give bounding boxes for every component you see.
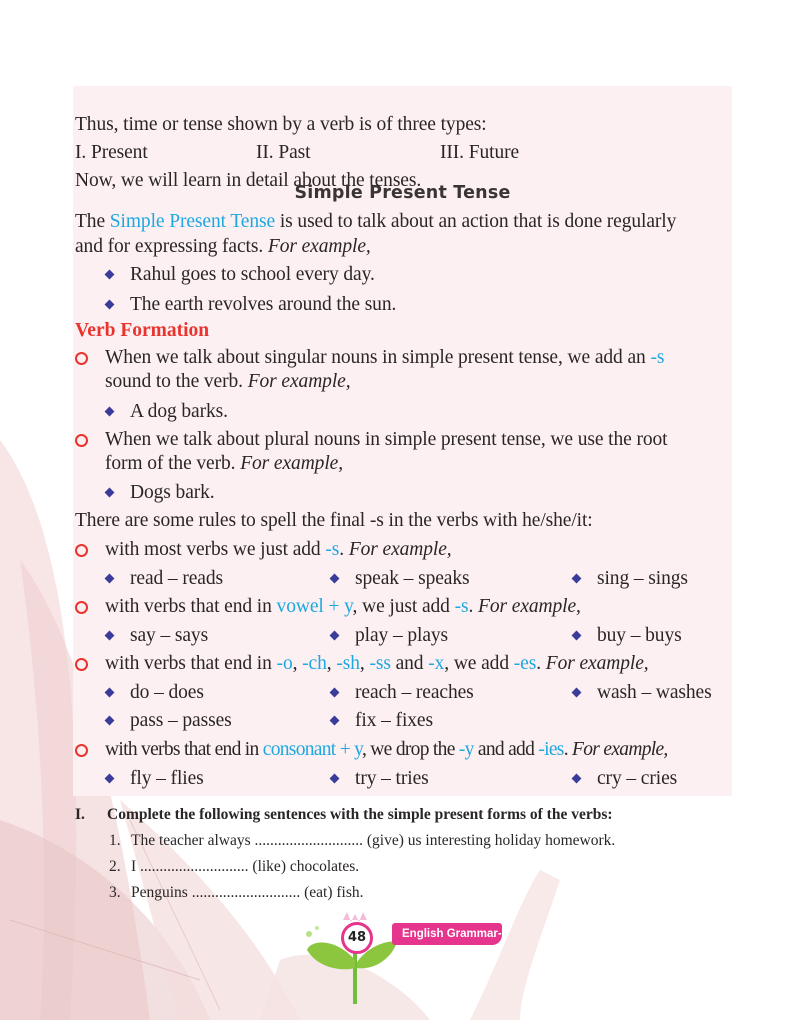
for-example-label: For example, — [267, 236, 371, 257]
instruction-text: Complete the following sentences with the simple present forms of the verbs: — [107, 806, 613, 823]
text: and — [390, 653, 429, 674]
for-example-label: For example, — [348, 539, 452, 560]
diamond-bullet-icon — [105, 270, 115, 280]
text: with verbs that end in — [105, 653, 277, 674]
example-item: try – tries — [355, 768, 429, 789]
tense-type-past: II. Past — [256, 142, 311, 163]
example-item: A dog barks. — [130, 401, 228, 422]
text: , we add — [444, 653, 514, 674]
example-item: sing – sings — [597, 568, 688, 589]
section-heading: Simple Present Tense — [294, 183, 511, 203]
page-number: 48 — [341, 922, 373, 954]
exercise-item-1 — [109, 832, 615, 850]
example-item: wash – washes — [597, 682, 712, 703]
diamond-bullet-icon — [330, 716, 340, 726]
spelling-rule-2 — [105, 595, 581, 619]
example-item: Rahul goes to school every day. — [130, 264, 375, 285]
for-example-label: For example, — [572, 739, 668, 760]
spelling-rule-3 — [105, 652, 649, 676]
definition-line-1 — [75, 210, 676, 234]
text: with verbs that end in — [105, 739, 263, 760]
diamond-bullet-icon — [572, 688, 582, 698]
text: , we just add — [352, 596, 455, 617]
circle-bullet-icon — [75, 658, 88, 671]
example-item: do – does — [130, 682, 204, 703]
diamond-bullet-icon — [105, 774, 115, 784]
highlighted-suffix: -es — [513, 653, 537, 674]
example-item: Dogs bark. — [130, 482, 215, 503]
text: , — [359, 653, 370, 674]
example-item: play – plays — [355, 625, 449, 646]
for-example-label: For example, — [478, 596, 581, 617]
example-item: read – reads — [130, 568, 223, 589]
tense-type-future: III. Future — [440, 142, 520, 163]
spelling-rules-intro: There are some rules to spell the final -s in the verbs with he/she/it: — [75, 510, 593, 531]
diamond-bullet-icon — [572, 631, 582, 641]
exercise-number: I. — [75, 806, 85, 823]
diamond-bullet-icon — [330, 774, 340, 784]
diamond-bullet-icon — [105, 488, 115, 498]
diamond-bullet-icon — [572, 574, 582, 584]
item-number: 2. — [109, 858, 121, 875]
text: , — [326, 653, 337, 674]
rule-2-line-1: When we talk about plural nouns in simple present tense, we use the root — [105, 429, 668, 450]
diamond-bullet-icon — [105, 300, 115, 310]
text: and add — [473, 739, 539, 760]
text: sound to the verb. — [105, 371, 248, 392]
example-item: The earth revolves around the sun. — [130, 294, 397, 315]
diamond-bullet-icon — [572, 774, 582, 784]
text: . — [468, 596, 479, 617]
highlighted-suffix: -s — [650, 347, 665, 368]
circle-bullet-icon — [75, 352, 88, 365]
text: . — [339, 539, 349, 560]
highlighted-suffix: -s — [325, 539, 340, 560]
highlighted-suffix: -ch — [302, 653, 327, 674]
circle-bullet-icon — [75, 601, 88, 614]
verb-formation-heading: Verb Formation — [75, 320, 210, 341]
item-number: 1. — [109, 832, 121, 849]
text: and for expressing facts. — [75, 236, 268, 257]
diamond-bullet-icon — [105, 407, 115, 417]
rule-2-line-2 — [105, 452, 343, 476]
diamond-bullet-icon — [105, 716, 115, 726]
example-item: fix – fixes — [355, 710, 433, 731]
diamond-bullet-icon — [105, 688, 115, 698]
intro-followup: Now, we will learn in detail about the tenses. — [75, 170, 422, 191]
item-text: I ............................ (like) chocolates. — [131, 858, 360, 875]
tense-type-present: I. Present — [75, 142, 148, 163]
diamond-bullet-icon — [330, 574, 340, 584]
text: The — [75, 211, 110, 232]
highlighted-suffix: vowel + y — [276, 596, 353, 617]
highlighted-suffix: -ies — [538, 739, 564, 760]
definition-line-2 — [75, 235, 371, 259]
text: , we drop the — [361, 739, 459, 760]
for-example-label: For example, — [247, 371, 351, 392]
highlighted-suffix: -y — [458, 739, 474, 760]
text: with most verbs we just add — [105, 539, 326, 560]
book-title-badge: English Grammar-3 — [392, 923, 502, 945]
diamond-bullet-icon — [330, 631, 340, 641]
highlighted-suffix: -s — [454, 596, 469, 617]
item-text: The teacher always ............................ (give) us interesting holiday homework. — [131, 832, 616, 849]
rule-1-line-1 — [105, 346, 664, 370]
for-example-label: For example, — [240, 453, 343, 474]
text: , — [292, 653, 303, 674]
example-item: cry – cries — [597, 768, 678, 789]
diamond-bullet-icon — [105, 631, 115, 641]
example-item: pass – passes — [130, 710, 232, 731]
exercise-item-2 — [109, 858, 359, 876]
rule-1-line-2 — [105, 370, 350, 394]
circle-bullet-icon — [75, 744, 88, 757]
highlighted-suffix: -x — [428, 653, 445, 674]
spelling-rule-4 — [105, 738, 668, 762]
highlighted-suffix: -sh — [336, 653, 360, 674]
text: is used to talk about an action that is done regularly — [275, 211, 677, 232]
diamond-bullet-icon — [105, 574, 115, 584]
exercise-instruction — [75, 806, 613, 824]
text: . — [563, 739, 573, 760]
highlighted-term: Simple Present Tense — [109, 211, 276, 232]
spelling-rule-1 — [105, 538, 452, 562]
example-item: say – says — [130, 625, 209, 646]
item-number: 3. — [109, 884, 121, 901]
item-text: Penguins ............................ (eat) fish. — [131, 884, 364, 901]
highlighted-suffix: consonant + y — [262, 739, 362, 760]
text: When we talk about singular nouns in simple present tense, we add an — [105, 347, 651, 368]
text: form of the verb. — [105, 453, 241, 474]
circle-bullet-icon — [75, 544, 88, 557]
text: with verbs that end in — [105, 596, 277, 617]
for-example-label: For example, — [545, 653, 649, 674]
diamond-bullet-icon — [330, 688, 340, 698]
highlighted-suffix: -ss — [369, 653, 391, 674]
example-item: reach – reaches — [355, 682, 474, 703]
example-item: buy – buys — [597, 625, 682, 646]
text: . — [536, 653, 546, 674]
example-item: speak – speaks — [355, 568, 470, 589]
circle-bullet-icon — [75, 434, 88, 447]
exercise-item-3 — [109, 884, 363, 902]
example-item: fly – flies — [130, 768, 204, 789]
highlighted-suffix: -o — [276, 653, 293, 674]
intro-line: Thus, time or tense shown by a verb is of three types: — [75, 114, 487, 135]
